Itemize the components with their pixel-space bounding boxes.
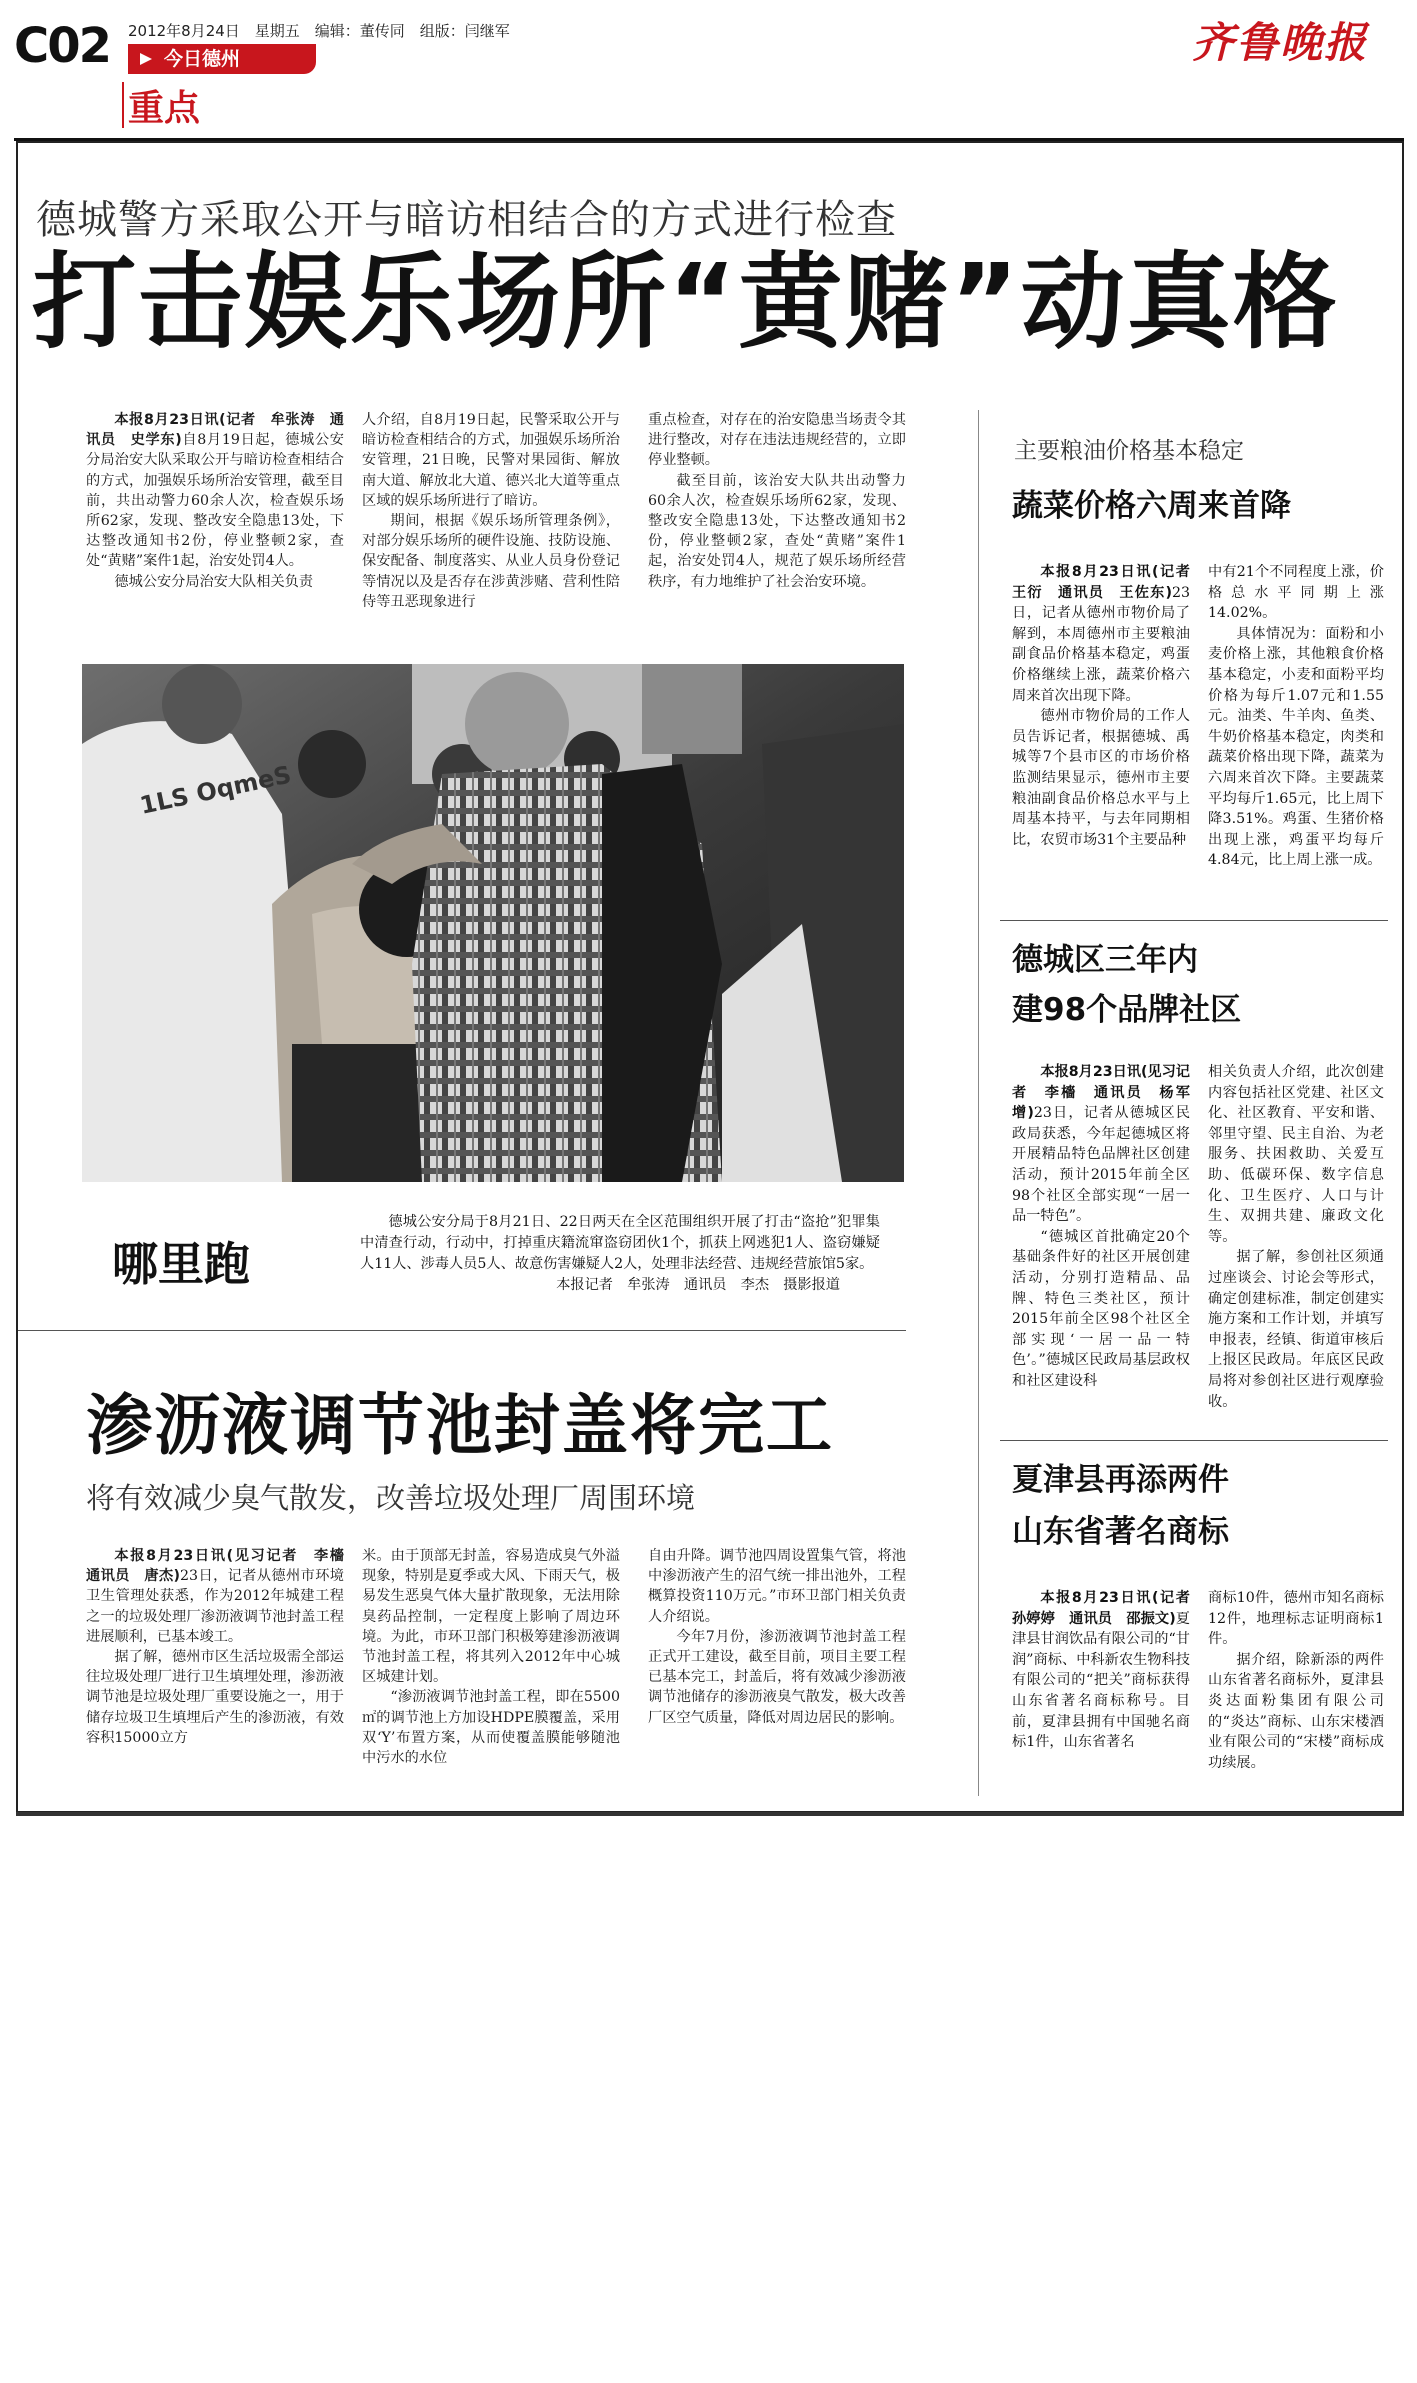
rail-1-text: 23日，记者从德州市物价局了解到，本周德州市主要粮油副食品价格基本稳定，鸡蛋价格继续上涨，蔬菜价格六周来首次出现下降。 — [1012, 584, 1190, 704]
lead-column-2 — [362, 410, 620, 612]
second-text: 自由升降。调节池四周设置集气管，将池中渗沥液产生的沼气统一排出池外，工程概算投资110万元。”市环卫部门相关负责人介绍说。 — [648, 1548, 906, 1625]
rail-2-column-2 — [1208, 1062, 1384, 1412]
issue-info: 2012年8月24日 星期五 编辑：董传同 组版：闫继军 — [128, 22, 510, 40]
photo-caption — [360, 1212, 880, 1296]
lead-text: 人介绍，自8月19日起，民警采取公开与暗访检查相结合的方式，加强娱乐场所治安管理，21日晚，民警对果园街、解放南大道、解放北大道、德兴北大道等重点区域的娱乐场所进行了暗访。 — [362, 412, 620, 509]
rail-3-headline-1: 夏津县再添两件 — [1012, 1462, 1229, 1498]
rail-2-text: 相关负责人介绍，此次创建内容包括社区党建、社区文化、社区教育、平安和谐、邻里守望、民主自治、为老服务、扶困救助、关爱互助、低碳环保、数字信息化、卫生医疗、人口与计生、双拥共建、廉政文化等。 — [1208, 1064, 1384, 1245]
section-tab — [128, 44, 316, 74]
lead-text: 重点检查，对存在的治安隐患当场责令其进行整改，对存在违法违规经营的，立即停业整顿。 — [648, 412, 906, 469]
rail-divider-1 — [1000, 920, 1388, 921]
second-subheadline: 将有效减少臭气散发，改善垃圾处理厂周围环境 — [86, 1481, 696, 1515]
rail-2-headline-2: 建98个品牌社区 — [1012, 992, 1242, 1028]
rail-2-dateline: 本报8月23日讯(见习记者 李檣 通讯员 杨军增) — [1012, 1064, 1190, 1122]
lead-column-1 — [86, 410, 344, 592]
rail-2-text: 据了解，参创社区须通过座谈会、讨论会等形式，确定创建标准，制定创建实施方案和工作计划，并填写申报表，经镇、街道审核后上报区民政局。年底区民政局将对参创社区进行观摩验收。 — [1208, 1249, 1384, 1410]
photo-caption-text: 德城公安分局于8月21日、22日两天在全区范围组织开展了打击“盗抢”犯罪集中清查行动，行动中，打掉重庆籍流窜盗窃团伙1个，抓获上网逃犯1人、盗窃嫌疑人11人、涉毒人员5人、故意伤害嫌疑人2人，处理非法经营、违规经营旅馆5家。 — [360, 1214, 880, 1272]
story-divider — [18, 1330, 906, 1331]
rail-2-headline-1: 德城区三年内 — [1012, 942, 1198, 978]
lead-kicker: 德城警方采取公开与暗访相结合的方式进行检查 — [36, 197, 897, 243]
second-column-2 — [362, 1546, 620, 1768]
newspaper-logo: 齐鲁晚报 — [1192, 18, 1369, 67]
rail-3-text: 夏津县甘润饮品有限公司的“甘润”商标、中科新农生物科技有限公司的“把关”商标获得山东省著名商标称号。目前，夏津县拥有中国驰名商标1件，山东省著名 — [1012, 1610, 1190, 1751]
photo-caption-title: 哪里跑 — [112, 1237, 250, 1291]
second-dateline: 本报8月23日讯(见习记者 李檣 通讯员 唐杰) — [86, 1548, 359, 1585]
lead-text: 截至目前，该治安大队共出动警力60余人次，检查娱乐场所62家，发现、整改安全隐患13处，下达整改通知书2份，停业整顿2家，查处“黄赌”案件1起，治安处罚4人，规范了娱乐场所经营秩序，有力地维护了社会治安环境。 — [648, 472, 906, 590]
rail-1-column-2 — [1208, 562, 1384, 871]
page-number: C02 — [14, 18, 111, 74]
second-column-1 — [86, 1546, 359, 1748]
second-text: 今年7月份，渗沥液调节池封盖工程正式开工建设，截至目前，项目主要工程已基本完工，封盖后，将有效减少渗沥液调节池储存的渗沥液臭气散发，极大改善厂区空气质量，降低对周边居民的影响。 — [648, 1628, 906, 1726]
news-photo — [82, 664, 904, 1182]
rail-3-text: 据介绍，除新添的两件山东省著名商标外，夏津县炎达面粉集团有限公司的“炎达”商标、山东宋楼酒业有限公司的“宋楼”商标成功续展。 — [1208, 1651, 1384, 1771]
lead-dateline: 本报8月23日讯(记者 牟张涛 通讯员 史学东) — [86, 412, 344, 449]
rail-3-column-1 — [1012, 1588, 1205, 1753]
frame-bottom-rule — [16, 1812, 1404, 1816]
second-text: “渗沥液调节池封盖工程，即在5500㎡的调节池上方加设HDPE膜覆盖，采用双‘Y’布置方案，从而使覆盖膜能够随池中污水的水位 — [362, 1689, 620, 1767]
rail-2-text: “德城区首批确定20个基础条件好的社区开展创建活动，分别打造精品、品牌、特色三类社区，预计2015年前全区98个社区全部实现‘一居一品一特色’。”德城区民政局基层政权和社区建设科 — [1012, 1228, 1190, 1389]
lead-column-3 — [648, 410, 906, 592]
second-column-3 — [648, 1546, 906, 1728]
second-text: 23日，记者从德州市环境卫生管理处获悉，作为2012年城建工程之一的垃圾处理厂渗沥液调节池封盖工程进展顺利，已基本竣工。 — [86, 1568, 344, 1645]
rail-1-text: 具体情况为：面粉和小麦价格上涨，其他粮食价格基本稳定，小麦和面粉平均价格为每斤1.07元和1.55元。油类、牛羊肉、鱼类、牛奶价格基本稳定，肉类和蔬菜价格出现下降，蔬菜为六周来首次下降。主要蔬菜平均每斤1.65元，比上周下降3.51%。鸡蛋、生猪价格出现上涨，鸡蛋平均每斤4.84元，比上周上涨一成。 — [1208, 625, 1384, 869]
rail-divider — [978, 410, 979, 1796]
rail-1-text: 中有21个不同程度上涨，价格总水平同期上涨14.02%。 — [1208, 564, 1384, 622]
rail-1-dateline: 本报8月23日讯(记者 王衍 通讯员 王佐东) — [1012, 564, 1205, 601]
rail-3-column-2 — [1208, 1588, 1384, 1773]
rail-divider-2 — [1000, 1440, 1388, 1441]
rail-2-column-1 — [1012, 1062, 1190, 1392]
second-text: 据了解，德州市区生活垃圾需全部运往垃圾处理厂进行卫生填埋处理，渗沥液调节池是垃圾处理厂重要设施之一，用于储存垃圾卫生填埋后产生的渗沥液，有效容积15000立方 — [86, 1649, 344, 1746]
second-text: 米。由于顶部无封盖，容易造成臭气外溢现象，特别是夏季或大风、下雨天气，极易发生恶臭气体大量扩散现象，无法用除臭药品控制，一定程度上影响了周边环境。为此，市环卫部门积极筹建渗沥液调节池封盖工程，将其列入2012年中心城区城建计划。 — [362, 1548, 620, 1686]
photo-credit: 本报记者 牟张涛 通讯员 李杰 摄影报道 — [556, 1277, 840, 1293]
photo-shirt-text: 1LS OqmeS — [137, 760, 294, 820]
section-tab-label: 今日德州 — [164, 48, 241, 70]
rail-2-text: 23日，记者从德城区民政局获悉，今年起德城区将开展精品特色品牌社区创建活动，预计2015年前全区98个社区全部实现“一居一品一特色”。 — [1012, 1105, 1191, 1225]
lead-text: 自8月19日起，德城公安分局治安大队采取公开与暗访检查相结合的方式，加强娱乐场所治安管理，截至目前，共出动警力60余人次，检查娱乐场所62家，发现、整改安全隐患13处，下达整改通知书2份，停业整顿2家，查处“黄赌”案件1起，治安处罚4人。 — [86, 432, 344, 570]
rail-1-kicker: 主要粮油价格基本稳定 — [1014, 438, 1244, 464]
rail-1-column-1 — [1012, 562, 1205, 850]
lead-text: 德城公安分局治安大队相关负责 — [114, 573, 314, 590]
rail-3-text: 商标10件，德州市知名商标12件，地理标志证明商标1件。 — [1208, 1590, 1384, 1648]
second-headline: 渗沥液调节池封盖将完工 — [86, 1387, 834, 1464]
section-divider — [122, 82, 124, 128]
rail-1-headline: 蔬菜价格六周来首降 — [1012, 488, 1291, 524]
lead-headline: 打击娱乐场所“黄赌”动真格 — [32, 241, 1339, 363]
section-title: 重点 — [128, 88, 201, 129]
lead-text: 期间，根据《娱乐场所管理条例》，对部分娱乐场所的硬件设施、技防设施、保安配备、制度落实、从业人员身份登记等情况以及是否存在涉黄涉赌、营利性陪侍等丑恶现象进行 — [362, 513, 620, 610]
rail-3-dateline: 本报8月23日讯(记者 孙婷婷 通讯员 邵振文) — [1012, 1590, 1205, 1627]
rail-3-headline-2: 山东省著名商标 — [1012, 1514, 1229, 1550]
rail-1-text: 德州市物价局的工作人员告诉记者，根据德城、禹城等7个县市区的市场价格监测结果显示，德州市主要粮油副食品价格总水平与上周基本持平，与去年同期相比，农贸市场31个主要品种 — [1012, 708, 1190, 848]
